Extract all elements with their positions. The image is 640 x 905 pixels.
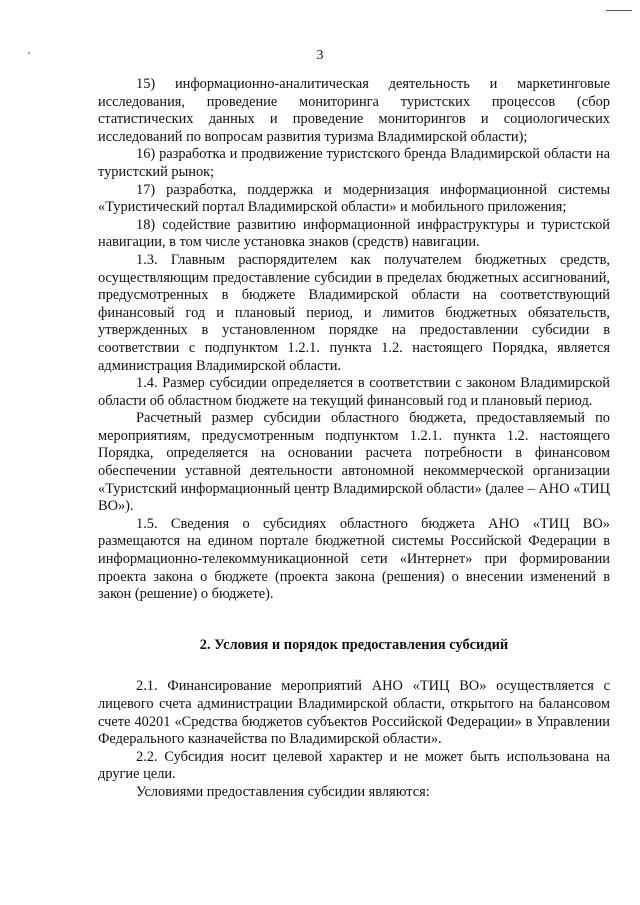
paragraph-clause-2-1: 2.1. Финансирование мероприятий АНО «ТИЦ ВО» осуществляется с лицевого счета администрации Владимирской области, открытого на балансовом счете 40201 «Средства бюджетов субъектов Российской Федерации» в Управлении Федерального казначейства по Владимирской области».: [98, 678, 610, 748]
scan-mark: [606, 10, 632, 11]
paragraph-item-17: 17) разработка, поддержка и модернизация информационной системы «Туристический портал Владимирской области» и мобильного приложения;: [98, 181, 610, 216]
paragraph-item-16: 16) разработка и продвижение туристского бренда Владимирской области на туристский рынок;: [98, 146, 610, 180]
section-heading: 2. Условия и порядок предоставления субсидий: [199, 636, 509, 653]
paragraph-clause-1-3: 1.3. Главным распорядителем как получателем бюджетных средств, осуществляющим предоставление субсидии в пределах бюджетных ассигнований, предусмотренных в бюджете Владимирской области на соответствующий финансовый год и плановый период, и лимитов бюджетных обязательств, утвержденных в установленном порядке на предоставлении субсидии в соответствии с подпунктом 1.2.1. пункта 1.2. настоящего Порядка, является администрация Владимирской области.: [98, 251, 610, 374]
document-body: [98, 76, 610, 802]
paragraph-item-18: 18) содействие развитию информационной инфраструктуры и туристской навигации, в том числе установка знаков (средств) навигации.: [98, 216, 610, 251]
paragraph-clause-2-2: 2.2. Субсидия носит целевой характер и не может быть использована на другие цели.: [98, 748, 610, 783]
paragraph-clause-1-4: 1.4. Размер субсидии определяется в соответствии с законом Владимирской области об областном бюджете на текущий финансовый год и плановый период.: [98, 375, 610, 409]
paragraph-calculation: Расчетный размер субсидии областного бюджета, предоставляемый по мероприятиям, предусмотренным подпунктом 1.2.1. пункта 1.2. настоящего Порядка, определяется на основании расчета потребности в финансовом обеспечении уставной деятельности автономной некоммерческой организации «Туристский информационный центр Владимирской области» (далее – АНО «ТИЦ ВО»).: [98, 410, 610, 515]
paragraph-item-15: 15) информационно-аналитическая деятельность и маркетинговые исследования, проведение мониторинга туристских процессов (сбор статистических данных и проведение мониторингов и социологических исследований по вопросам развития туризма Владимирской области);: [98, 76, 610, 145]
paragraph-clause-1-5: 1.5. Сведения о субсидиях областного бюджета АНО «ТИЦ ВО» размещаются на едином портале бюджетной системы Российской Федерации в информационно-телекоммуникационной сети «Интернет» при формировании проекта закона о бюджете (проекта закона (решения) о внесении изменений в закон (решение) о бюджете).: [98, 515, 610, 603]
paragraph-conditions: Условиями предоставления субсидии являются:: [136, 783, 430, 800]
page-number: 3: [316, 48, 324, 63]
